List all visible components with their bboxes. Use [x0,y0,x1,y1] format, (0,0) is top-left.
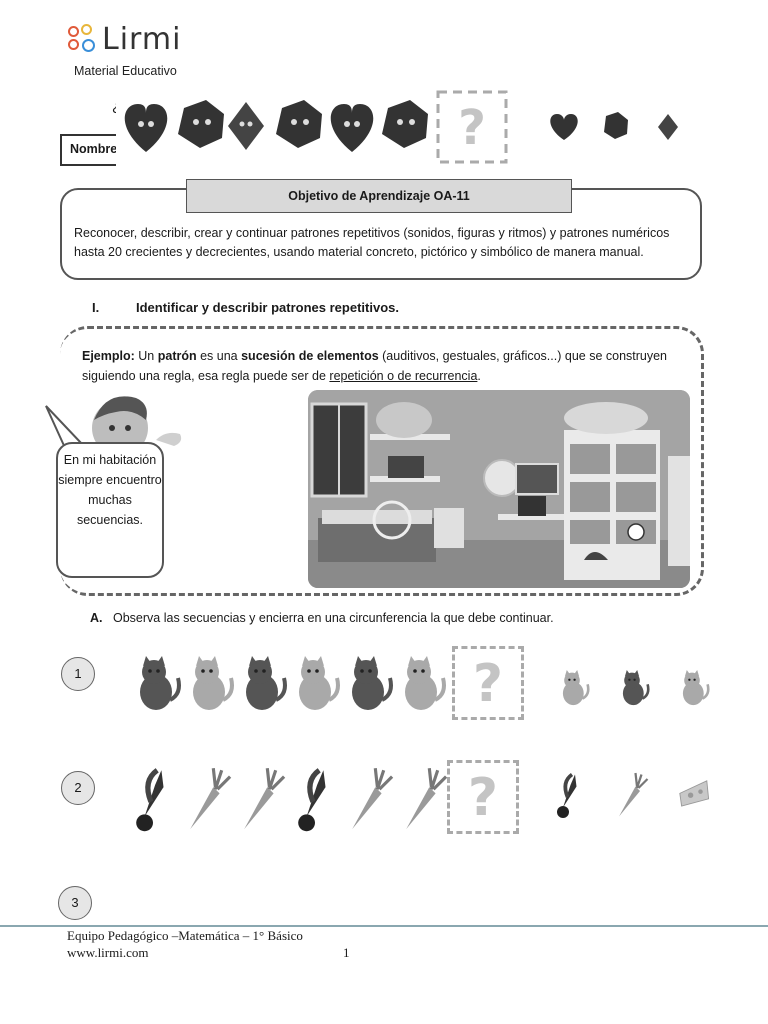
hexagon-shape-icon [178,100,224,148]
section-number: I. [92,300,100,315]
lirmi-logo-icon [66,24,100,58]
example-label: Ejemplo: [82,349,135,363]
brand-subtitle: Material Educativo [74,64,177,78]
footer-divider [0,925,768,927]
cat-light-icon [563,670,588,705]
exercise-number: 2 [61,771,95,805]
hexagon-shape-icon [382,100,428,148]
carrot-icon [352,768,392,829]
name-label: Nombre [70,142,118,156]
carrot-icon [190,768,230,829]
cat-dark-icon [623,670,648,705]
exercise-number: 3 [58,886,92,920]
question-box [447,760,519,834]
section-a-instruction: Observa las secuencias y encierra en una circunferencia la que debe continuar. [113,611,554,625]
exercise-2-sequence [130,762,450,836]
diamond-option-icon[interactable] [658,114,678,140]
cat-dark-icon [352,656,391,710]
example-sucesion: sucesión de elementos [241,349,379,363]
section-a-label: A. [90,611,103,625]
exercise-2-options [550,768,720,822]
heart-option-icon[interactable] [550,114,577,140]
logo-dot-red-icon [68,26,79,37]
cat-light-icon [683,670,708,705]
cat-light-icon [405,656,444,710]
cheese-icon [680,781,709,806]
beet-icon [557,775,577,819]
diamond-shape-icon [228,102,264,150]
objective-title: Objetivo de Aprendizaje OA-11 [186,179,572,213]
heart-shape-icon [331,104,374,152]
question-box [452,646,524,720]
logo-dot-red2-icon [68,39,79,50]
hexagon-option-icon[interactable] [604,112,628,139]
question-mark: ? [458,100,486,156]
brand-name: Lirmi [102,22,182,57]
carrot-icon [406,768,446,829]
section-title: Identificar y describir patrones repetitivos. [136,300,399,315]
logo-dot-blue-icon [82,39,95,52]
carrot-icon [244,768,284,829]
cat-dark-icon [140,656,179,710]
beet-icon [298,770,325,831]
footer-website[interactable]: www.lirmi.com [67,945,149,960]
question-box-icon [438,92,506,162]
question-mark: ? [472,654,504,714]
footer-team: Equipo Pedagógico –Matemática – 1° Básico [67,928,303,943]
exercise-number: 1 [61,657,95,691]
example-text: Ejemplo: Un patrón es una sucesión de elementos (auditivos, gestuales, gráficos...) que se construyen siguiendo una regla, esa regla puede ser de repetición o de recurrencia. [82,349,668,383]
footer-page-number: 1 [343,945,350,960]
example-patron: patrón [157,349,197,363]
cat-light-icon [299,656,338,710]
question-mark: ? [467,768,499,828]
speech-bubble: En mi habitación siempre encuentro muchas secuencias. [56,442,164,578]
cat-light-icon [193,656,232,710]
shape-sequence-strip [116,90,706,166]
carrot-icon [619,773,648,817]
exercise-1-options [555,668,715,708]
exercise-1-sequence [130,652,450,716]
hexagon-shape-icon [276,100,322,148]
question-fragment: ¿ [112,98,121,114]
cat-dark-icon [246,656,285,710]
bedroom-illustration-icon [308,390,690,588]
logo-dot-yellow-icon [81,24,92,35]
heart-shape-icon [125,104,168,152]
objective-text: Reconocer, describir, crear y continuar patrones repetitivos (sonidos, figuras y ritmos) y patrones numéricos hasta 20 crecientes y decrecientes, usando material concreto, pictórico y simbólico de manera manual. [74,226,670,259]
example-underline: repetición o de recurrencia [329,369,478,383]
beet-icon [136,770,163,831]
boy-illustration-icon [86,390,196,450]
